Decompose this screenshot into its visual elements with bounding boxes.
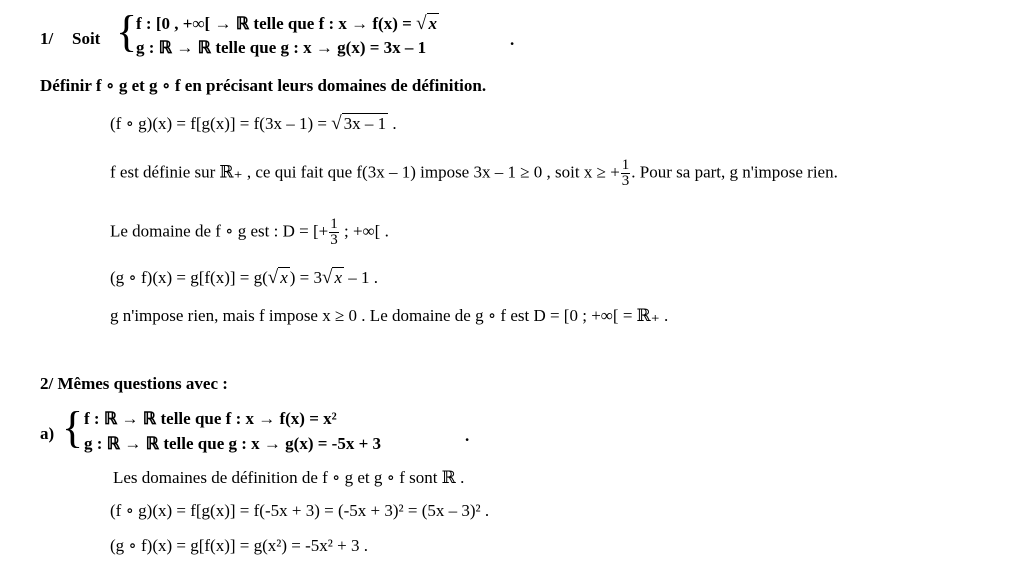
brace-symbol-2: {: [62, 403, 84, 452]
domain-gf-line: g n'impose rien, mais f impose x ≥ 0 . Le domaine de g ∘ f est D = [0 ; +∞[ = ℝ₊ .: [110, 306, 669, 325]
domain-fg-line: [110, 217, 389, 248]
comp-gf-line: [110, 268, 378, 288]
domain-fg-pre: Le domaine de f ∘ g est : D = [+: [110, 221, 329, 241]
comp-gf-post: – 1 .: [344, 268, 378, 287]
comp-fg-line: [110, 114, 397, 134]
fraction-one-third: $\frac{1}{3}$: [621, 157, 630, 189]
sqrt-x: √ x: [416, 13, 437, 34]
part2-domains: Les domaines de définition de f ∘ g et g ∘ f sont ℝ .: [113, 468, 465, 487]
fraction-one-third-2: $\frac{1}{3}$: [330, 216, 338, 248]
part1-instruction: Définir f ∘ g et g ∘ f en précisant leurs domaines de définition.: [40, 76, 487, 95]
sqrt-3x-1: √ 3x – 1: [331, 113, 387, 134]
comp-fg-pre: (f ∘ g)(x) = f[g(x)] = f(3x – 1) =: [110, 114, 332, 133]
part1-g-definition: g : ℝ → ℝ telle que g : x → g(x) = 3x – 1: [136, 38, 427, 57]
comp-gf-mid: ) = 3: [289, 268, 323, 287]
comp-fg-post: .: [388, 114, 397, 133]
part2-comp-gf: (g ∘ f)(x) = g[f(x)] = g(x²) = -5x² + 3 .: [110, 536, 368, 555]
domain-reasoning-pre: f est définie sur ℝ₊ , ce qui fait que f(3x – 1) impose 3x – 1 ≥ 0 , soit x ≥ +: [110, 162, 620, 182]
f-def-text: f : [0 , +∞[ → ℝ telle que f : x → f(x) =: [136, 14, 417, 33]
domain-reasoning-post: . Pour sa part, g n'impose rien.: [631, 162, 838, 182]
domain-fg-post: ; +∞[ .: [339, 221, 389, 241]
sqrt-x-3: √ x: [322, 267, 342, 288]
part1-f-definition: [136, 14, 439, 34]
domain-reasoning-line: [110, 158, 838, 189]
comp-gf-pre: (g ∘ f)(x) = g[f(x)] = g(: [110, 268, 268, 287]
part1-end-dot: .: [510, 30, 515, 49]
part1-soit: Soit: [72, 29, 101, 48]
part2-f-definition: f : ℝ → ℝ telle que f : x → f(x) = x²: [84, 409, 337, 428]
part2-a-label: a): [40, 424, 55, 443]
part2-end-dot: .: [465, 426, 470, 445]
part2-comp-fg: (f ∘ g)(x) = f[g(x)] = f(-5x + 3) = (-5x + 3)² = (5x – 3)² .: [110, 501, 490, 520]
brace-symbol: {: [116, 7, 138, 56]
sqrt-x-2: √ x: [267, 267, 288, 288]
part1-number: 1/: [40, 29, 54, 48]
part2-header: 2/ Mêmes questions avec :: [40, 374, 228, 393]
part2-g-definition: g : ℝ → ℝ telle que g : x → g(x) = -5x + 3: [84, 434, 382, 453]
